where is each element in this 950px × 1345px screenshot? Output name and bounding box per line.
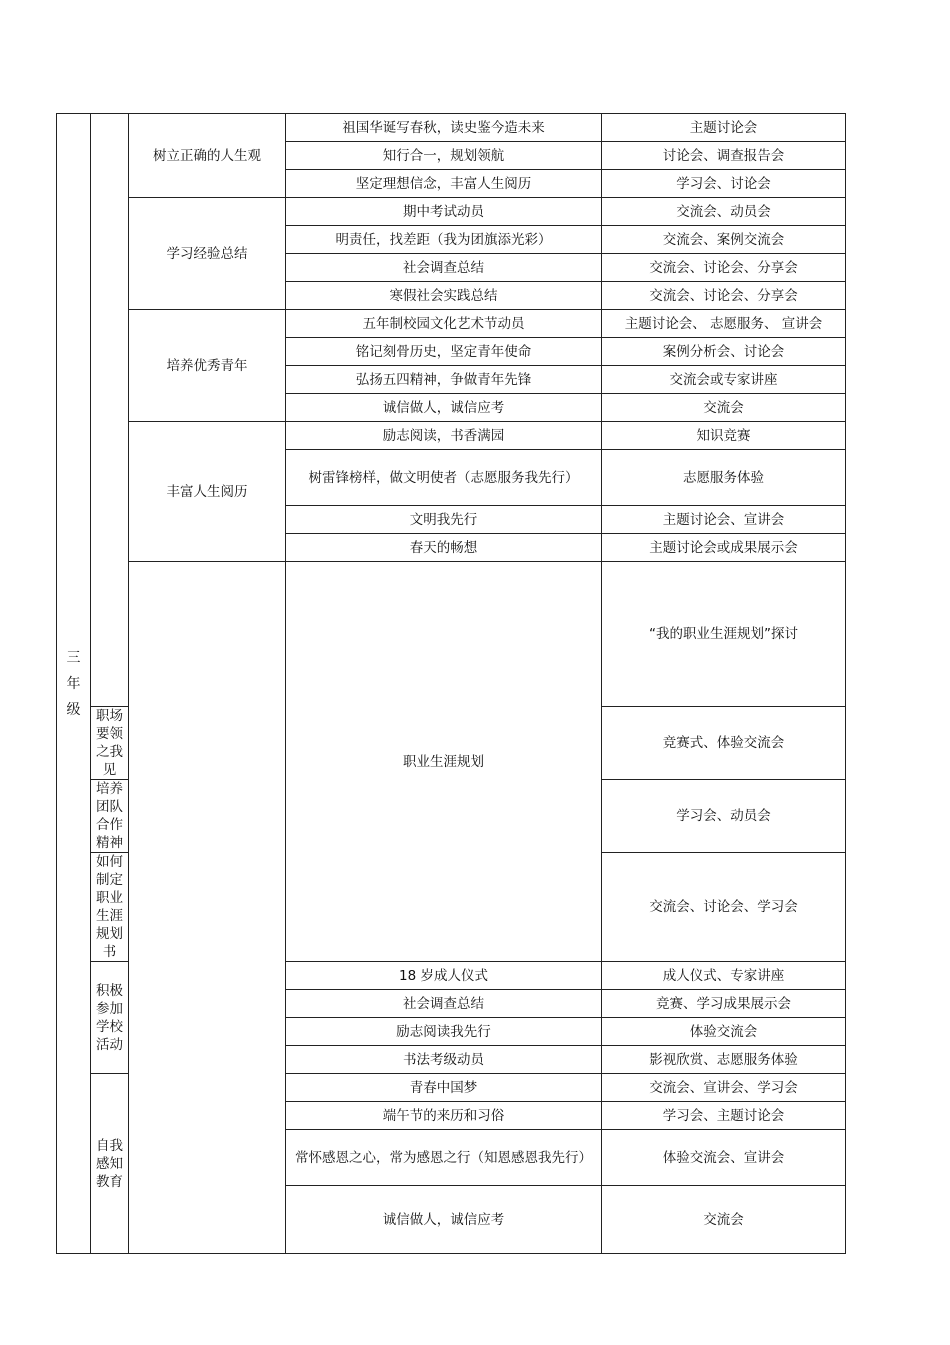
topic-cell: 诚信做人，诚信应考 (286, 394, 602, 422)
topic-cell: 坚定理想信念，丰富人生阅历 (286, 170, 602, 198)
form-cell: 成人仪式、专家讲座 (602, 962, 846, 990)
term-cell-lower (129, 562, 286, 1254)
theme-cell: 自我感知教育 (91, 1074, 129, 1254)
topic-cell: “我的职业生涯规划”探讨 (602, 562, 846, 707)
theme-cell: 职业生涯规划 (286, 562, 602, 962)
form-cell: 知识竞赛 (602, 422, 846, 450)
form-cell: 交流会、宣讲会、学习会 (602, 1074, 846, 1102)
theme-cell: 树立正确的人生观 (129, 114, 286, 198)
form-cell: 交流会 (602, 1186, 846, 1254)
grade-cell (57, 114, 91, 1254)
form-cell: 学习会、讨论会 (602, 170, 846, 198)
topic-cell: 弘扬五四精神，争做青年先锋 (286, 366, 602, 394)
form-cell: 志愿服务体验 (602, 450, 846, 506)
theme-cell: 学习经验总结 (129, 198, 286, 310)
activity-plan-table (56, 113, 846, 1254)
form-cell: 主题讨论会、 志愿服务、 宣讲会 (602, 310, 846, 338)
form-cell: 交流会、案例交流会 (602, 226, 846, 254)
theme-cell: 丰富人生阅历 (129, 422, 286, 562)
form-cell: 学习会、主题讨论会 (602, 1102, 846, 1130)
theme-cell: 培养优秀青年 (129, 310, 286, 422)
topic-cell: 书法考级动员 (286, 1046, 602, 1074)
topic-cell: 明责任，找差距（我为团旗添光彩） (286, 226, 602, 254)
topic-cell: 社会调查总结 (286, 254, 602, 282)
form-cell: 交流会、讨论会、分享会 (602, 254, 846, 282)
topic-cell: 诚信做人，诚信应考 (286, 1186, 602, 1254)
theme-cell: 积极参加学校活动 (91, 962, 129, 1074)
topic-cell: 知行合一，规划领航 (286, 142, 602, 170)
topic-cell: 期中考试动员 (286, 198, 602, 226)
form-cell: 主题讨论会 (602, 114, 846, 142)
form-cell: 交流会 (602, 394, 846, 422)
form-cell: 竞赛、学习成果展示会 (602, 990, 846, 1018)
topic-cell: 青春中国梦 (286, 1074, 602, 1102)
topic-cell: 励志阅读我先行 (286, 1018, 602, 1046)
form-cell: 主题讨论会、宣讲会 (602, 506, 846, 534)
form-cell: 学习会、动员会 (602, 780, 846, 853)
topic-cell: 端午节的来历和习俗 (286, 1102, 602, 1130)
topic-cell: 文明我先行 (286, 506, 602, 534)
topic-cell: 职场要领之我见 (91, 707, 129, 780)
form-cell: 主题讨论会或成果展示会 (602, 534, 846, 562)
topic-cell: 励志阅读，书香满园 (286, 422, 602, 450)
form-cell: 交流会、讨论会、分享会 (602, 282, 846, 310)
form-cell: 交流会或专家讲座 (602, 366, 846, 394)
topic-cell: 18 岁成人仪式 (286, 962, 602, 990)
form-cell: 交流会、讨论会、学习会 (602, 853, 846, 962)
grade-label: 三年级 (66, 649, 81, 718)
topic-cell: 铭记刻骨历史，坚定青年使命 (286, 338, 602, 366)
form-cell: 影视欣赏、志愿服务体验 (602, 1046, 846, 1074)
term-cell-upper (91, 114, 129, 707)
topic-cell: 祖国华诞写春秋，读史鉴今造未来 (286, 114, 602, 142)
form-cell: 体验交流会、宣讲会 (602, 1130, 846, 1186)
topic-cell: 树雷锋榜样，做文明使者（志愿服务我先行） (286, 450, 602, 506)
form-cell: 竞赛式、体验交流会 (602, 707, 846, 780)
form-cell: 体验交流会 (602, 1018, 846, 1046)
form-cell: 交流会、动员会 (602, 198, 846, 226)
topic-cell: 如何制定职业生涯规划书 (91, 853, 129, 962)
topic-cell: 常怀感恩之心，常为感恩之行（知恩感恩我先行） (286, 1130, 602, 1186)
topic-cell: 春天的畅想 (286, 534, 602, 562)
topic-cell: 社会调查总结 (286, 990, 602, 1018)
topic-cell: 五年制校园文化艺术节动员 (286, 310, 602, 338)
form-cell: 案例分析会、讨论会 (602, 338, 846, 366)
topic-cell: 培养团队合作精神 (91, 780, 129, 853)
topic-cell: 寒假社会实践总结 (286, 282, 602, 310)
form-cell: 讨论会、调查报告会 (602, 142, 846, 170)
